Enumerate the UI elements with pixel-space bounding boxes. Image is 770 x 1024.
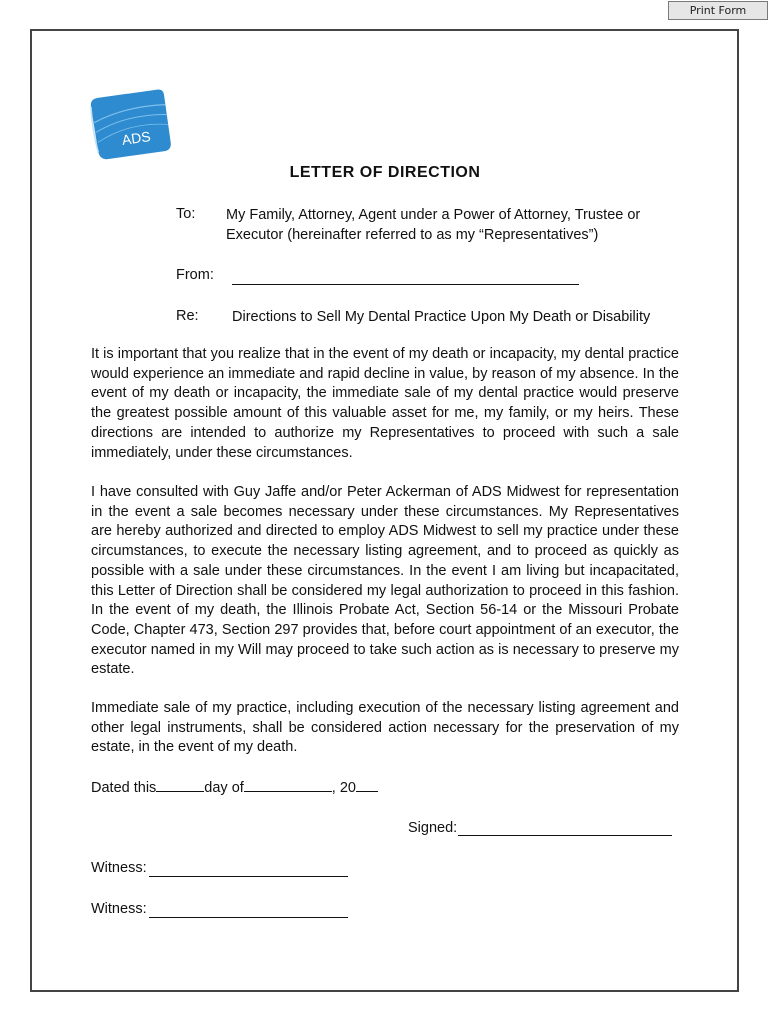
print-form-button[interactable]: Print Form	[668, 1, 768, 20]
witness-field-1[interactable]	[149, 876, 348, 877]
month-field[interactable]	[244, 779, 332, 792]
document-title: LETTER OF DIRECTION	[289, 164, 481, 181]
day-field[interactable]	[156, 779, 204, 792]
signed-label: Signed:	[408, 820, 458, 836]
paragraph-1: It is important that you realize that in the event of my death or incapacity, my dental practice would experience an immediate and rapid decline in value, by reason of my absence. In the event of my death or incapacity, the immediate sale of my dental practice would preserve the greatest possible amount of this valuable asset for me, my family, or my heirs. These directions are intended to authorize my Representatives to proceed with such a sale immediately, under these circumstances.	[91, 346, 679, 461]
year-field[interactable]	[356, 779, 378, 792]
witness-field-2[interactable]	[149, 917, 348, 918]
dated-prefix: Dated this	[91, 780, 157, 796]
from-label: From:	[176, 267, 214, 283]
logo-text: ADS	[120, 128, 152, 148]
dated-line	[91, 778, 378, 798]
witness-label-2: Witness:	[91, 901, 147, 917]
re-text: Directions to Sell My Dental Practice Upon My Death or Disability	[232, 309, 651, 325]
signature-field[interactable]	[458, 835, 672, 836]
re-label: Re:	[176, 308, 199, 324]
dated-year: , 20	[331, 780, 356, 796]
from-field[interactable]	[232, 284, 579, 285]
to-line-1: My Family, Attorney, Agent under a Power of Attorney, Trustee or	[226, 207, 641, 223]
ads-logo	[88, 88, 174, 164]
to-line-2: Executor (hereinafter referred to as my “Representatives”)	[226, 227, 599, 243]
to-label: To:	[176, 206, 196, 222]
dated-mid: day of	[204, 780, 244, 796]
paragraph-2: I have consulted with Guy Jaffe and/or Peter Ackerman of ADS Midwest for representation in the event a sale becomes necessary under these circumstances. My Representatives are hereby authorized and directed to employ ADS Midwest to sell my practice under these circumstances, to execute the necessary listing agreement, and to proceed as quickly as possible with a sale under these circumstances. In the event I am living but incapacitated, this Letter of Direction shall be considered my legal authorization to proceed in this fashion. In the event of my death, the Illinois Probate Act, Section 56-14 or the Missouri Probate Code, Chapter 473, Section 297 provides that, before court appointment of an executor, the executor named in my Will may proceed to take such action as is necessary to preserve my estate.	[91, 484, 679, 678]
witness-label-1: Witness:	[91, 860, 147, 876]
paragraph-3: Immediate sale of my practice, including execution of the necessary listing agreement and other legal instruments, shall be considered action necessary for the preservation of my estate, in the event of my death.	[91, 700, 679, 756]
